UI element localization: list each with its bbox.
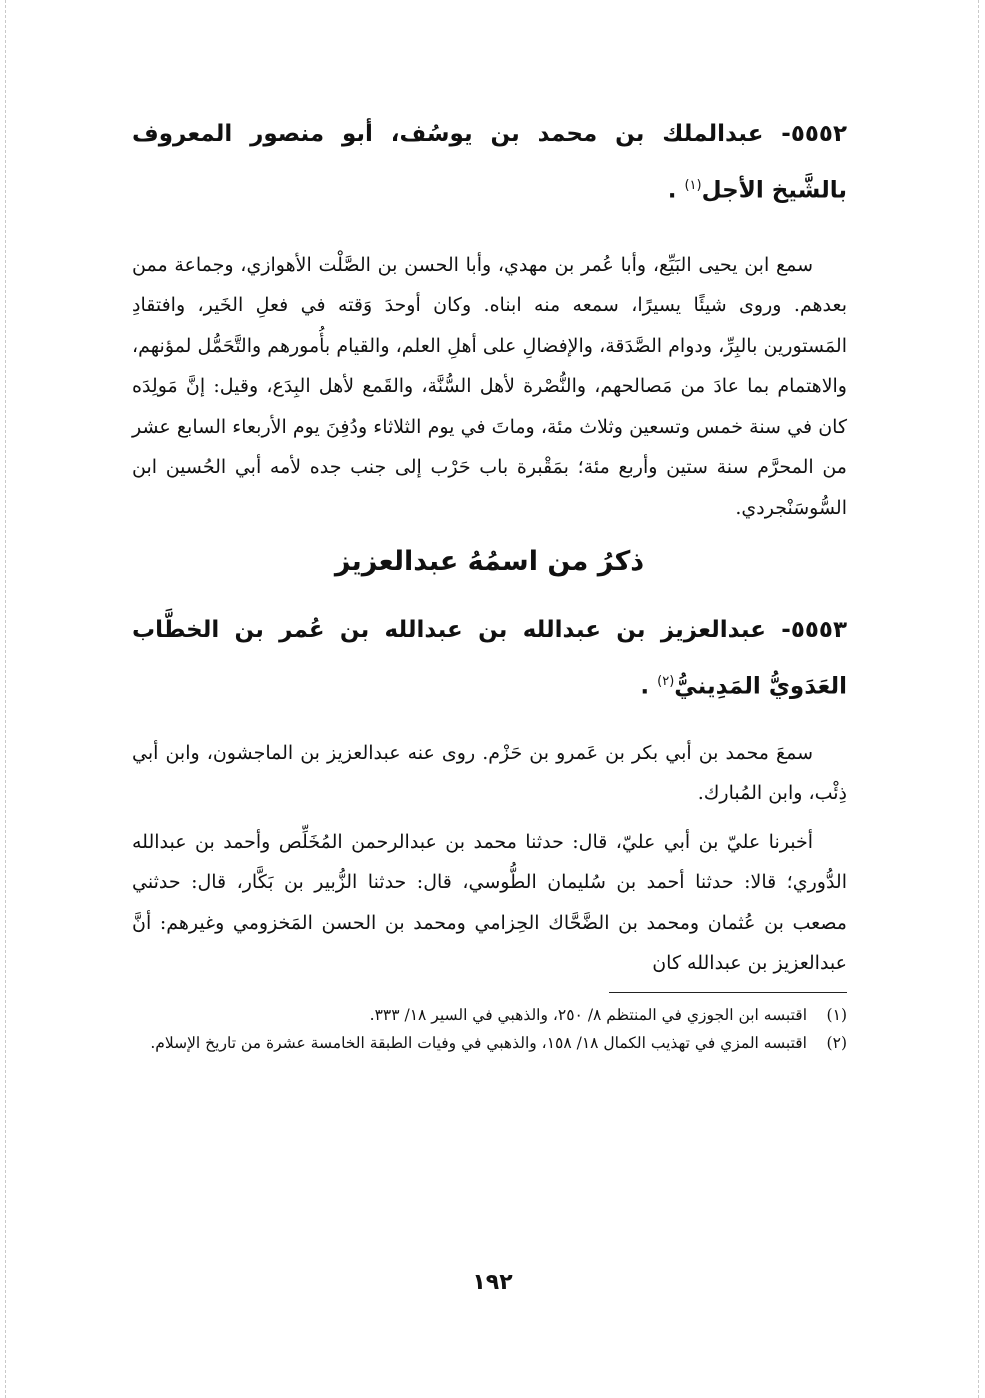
footnote-text: اقتبسه ابن الجوزي في المنتظم ٨/ ٢٥٠، والذهبي في السير ١٨/ ٣٣٣. — [369, 1005, 807, 1024]
footnote-ref: (٢) — [657, 674, 675, 690]
footnote-text: اقتبسه المزي في تهذيب الكمال ١٨/ ١٥٨، والذهبي في وفيات الطبقة الخامسة عشرة من تاريخ الإسلام. — [150, 1033, 807, 1052]
footnote-ref: (١) — [684, 178, 702, 193]
entry-heading-end: . — [667, 177, 685, 204]
footnote-item — [132, 1031, 847, 1055]
biography-paragraph: سمع ابن يحيى البَيِّع، وأبا عُمر بن مهدي، وأبا الحسن بن الصَّلْت الأهوازي، وجماعة ممن بعدهم. وروى شيئًا يسيرًا، سمعه منه ابناه. وكان أوحدَ وَقته في فعلِ الخَير، وافتقادِ المَستورين بالبِرِّ، ودوام الصَّدَقة، والإفضالِ على أهلِ العلم، والقيام بأُمورهم والتَّحَمُّل لمؤنهم، والاهتمام بما عادَ من مَصالحهم، والنُّصْرة لأهل السُّنَّة، والقَمع لأهل البِدَع، وقيل: إنَّ مَولِدَه كان في سنة خمس وتسعين وثلاث مئة، وماتَ في يوم الثلاثاء ودُفِنَ يوم الأربعاء السابع عشر من المحرَّم سنة ستين وأربع مئة؛ بمَقْبرة باب حَرْب إلى جنب جده لأمه أبي الحُسين ابن السُّوسَنْجردي. — [132, 253, 847, 519]
biography-paragraph: سمعَ محمد بن أبي بكر بن عَمرو بن حَزْم. روى عنه عبدالعزيز بن الماجشون، وابن أبي ذِئْب، وابن المُبارك. — [132, 741, 847, 805]
footnotes — [132, 1003, 847, 1055]
footnote-divider — [609, 992, 847, 993]
entry-heading-text: ٥٥٥٢- عبدالملك بن محمد بن يوسُف، أبو منصور المعروف بالشَّيخ الأجل — [132, 121, 847, 204]
section-title: ذكرُ من اسمُهُ عبدالعزيز — [334, 546, 645, 578]
entry-heading-5552 — [132, 108, 847, 217]
footnote-item — [132, 1003, 847, 1027]
footnote-number: (١) — [826, 1005, 847, 1024]
footnote-number: (٢) — [826, 1033, 847, 1052]
narration-paragraph: أخبرنا عليّ بن أبي عليّ، قال: حدثنا محمد بن عبدالرحمن المُخَلِّص وأحمد بن عبدالله الدُّوري؛ قالا: حدثنا أحمد بن سُليمان الطُّوسي، قال: حدثنا الزُّبير بن بَكَّار، قال: حدثني مصعب بن عُثمان ومحمد بن الضَّحَّاك الحِزامي ومحمد بن الحسن المَخزومي وغيرهم: أنَّ عبدالعزيز بن عبدالله كان — [132, 830, 847, 975]
left-margin-guide — [5, 0, 6, 1398]
entry-heading-text: ٥٥٥٣- عبدالعزيز بن عبدالله بن عبدالله بن عُمر بن الخطَّاب العَدَويُّ المَدِينيُّ — [132, 617, 847, 700]
right-margin-guide — [978, 0, 979, 1398]
page-body — [132, 108, 847, 1059]
entry-heading-end: . — [640, 673, 658, 700]
page-number: ١٩٢ — [472, 1270, 513, 1295]
entry-heading-5553 — [132, 604, 847, 713]
